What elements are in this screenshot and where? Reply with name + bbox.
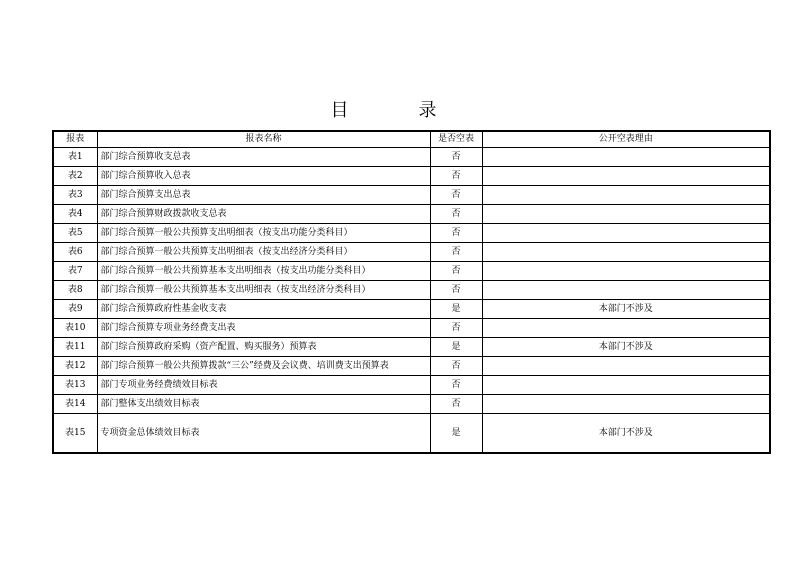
table-row xyxy=(53,148,770,167)
table-row xyxy=(53,300,770,319)
row-reason xyxy=(482,262,770,281)
row-empty-flag: 否 xyxy=(430,224,482,243)
row-name: 部门综合预算政府性基金收支表 xyxy=(97,300,430,319)
table-row xyxy=(53,205,770,224)
row-name: 部门整体支出绩效目标表 xyxy=(97,395,430,414)
row-reason xyxy=(482,395,770,414)
page-title: 目 录 xyxy=(330,100,463,121)
row-empty-flag: 是 xyxy=(430,414,482,454)
row-reason xyxy=(482,281,770,300)
row-name: 部门综合预算一般公共预算基本支出明细表（按支出经济分类科目） xyxy=(97,281,430,300)
row-empty-flag: 是 xyxy=(430,338,482,357)
row-empty-flag: 否 xyxy=(430,167,482,186)
table-row xyxy=(53,262,770,281)
table-row xyxy=(53,186,770,205)
row-empty-flag: 否 xyxy=(430,205,482,224)
row-number: 表11 xyxy=(53,338,97,357)
row-empty-flag: 否 xyxy=(430,319,482,338)
row-number: 表10 xyxy=(53,319,97,338)
row-name: 部门综合预算收支总表 xyxy=(97,148,430,167)
row-number: 表7 xyxy=(53,262,97,281)
row-number: 表5 xyxy=(53,224,97,243)
row-reason xyxy=(482,205,770,224)
row-number: 表3 xyxy=(53,186,97,205)
row-reason xyxy=(482,224,770,243)
row-empty-flag: 是 xyxy=(430,300,482,319)
row-name: 部门综合预算专项业务经费支出表 xyxy=(97,319,430,338)
table-row xyxy=(53,319,770,338)
row-reason xyxy=(482,186,770,205)
row-number: 表12 xyxy=(53,357,97,376)
row-number: 表6 xyxy=(53,243,97,262)
row-reason xyxy=(482,148,770,167)
table-row xyxy=(53,338,770,357)
table-row xyxy=(53,281,770,300)
row-empty-flag: 否 xyxy=(430,395,482,414)
row-name: 部门综合预算一般公共预算支出明细表（按支出经济分类科目） xyxy=(97,243,430,262)
row-empty-flag: 否 xyxy=(430,357,482,376)
row-empty-flag: 否 xyxy=(430,376,482,395)
row-number: 表8 xyxy=(53,281,97,300)
header-empty: 是否空表 xyxy=(430,131,482,148)
table-row xyxy=(53,357,770,376)
row-number: 表9 xyxy=(53,300,97,319)
row-reason xyxy=(482,319,770,338)
row-reason xyxy=(482,376,770,395)
toc-table xyxy=(52,130,771,454)
table-row xyxy=(53,167,770,186)
header-reason: 公开空表理由 xyxy=(482,131,770,148)
row-name: 部门综合预算收入总表 xyxy=(97,167,430,186)
table-row xyxy=(53,395,770,414)
row-name: 专项资金总体绩效目标表 xyxy=(97,414,430,454)
table-row xyxy=(53,376,770,395)
row-name: 部门专项业务经费绩效目标表 xyxy=(97,376,430,395)
row-number: 表15 xyxy=(53,414,97,454)
row-name: 部门综合预算财政拨款收支总表 xyxy=(97,205,430,224)
table-row xyxy=(53,414,770,454)
row-number: 表14 xyxy=(53,395,97,414)
row-number: 表4 xyxy=(53,205,97,224)
row-name: 部门综合预算一般公共预算基本支出明细表（按支出功能分类科目） xyxy=(97,262,430,281)
table-row xyxy=(53,243,770,262)
row-name: 部门综合预算政府采购（资产配置、购买服务）预算表 xyxy=(97,338,430,357)
row-empty-flag: 否 xyxy=(430,243,482,262)
row-reason: 本部门不涉及 xyxy=(482,414,770,454)
header-name: 报表名称 xyxy=(97,131,430,148)
row-name: 部门综合预算一般公共预算支出明细表（按支出功能分类科目） xyxy=(97,224,430,243)
table-row xyxy=(53,224,770,243)
row-empty-flag: 否 xyxy=(430,281,482,300)
row-empty-flag: 否 xyxy=(430,186,482,205)
row-reason xyxy=(482,357,770,376)
row-name: 部门综合预算一般公共预算拨款“三公”经费及会议费、培训费支出预算表 xyxy=(97,357,430,376)
header-no: 报表 xyxy=(53,131,97,148)
row-number: 表13 xyxy=(53,376,97,395)
row-empty-flag: 否 xyxy=(430,148,482,167)
table-header-row xyxy=(53,131,770,148)
row-reason: 本部门不涉及 xyxy=(482,300,770,319)
row-number: 表1 xyxy=(53,148,97,167)
row-empty-flag: 否 xyxy=(430,262,482,281)
row-reason xyxy=(482,243,770,262)
row-reason xyxy=(482,167,770,186)
row-number: 表2 xyxy=(53,167,97,186)
row-name: 部门综合预算支出总表 xyxy=(97,186,430,205)
row-reason: 本部门不涉及 xyxy=(482,338,770,357)
